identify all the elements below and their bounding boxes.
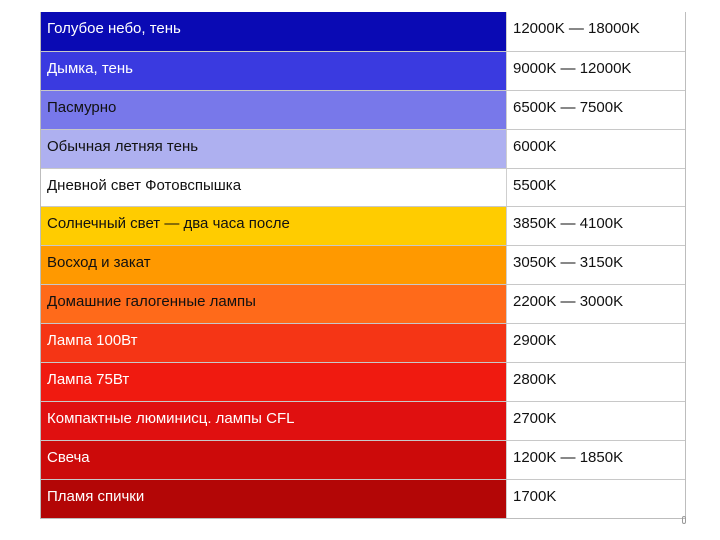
light-source-name: Лампа 100Вт — [41, 324, 507, 362]
table-row — [41, 245, 685, 284]
light-source-name: Пасмурно — [41, 91, 507, 129]
light-source-name: Домашние галогенные лампы — [41, 285, 507, 323]
table-row — [41, 168, 685, 207]
light-source-name: Пламя спички — [41, 480, 507, 518]
table-row — [41, 284, 685, 323]
color-temperature-value: 2200K — 3000K — [507, 285, 685, 323]
table-row — [41, 90, 685, 129]
color-temperature-value: 1700K — [507, 480, 685, 518]
color-temperature-value: 1200K — 1850K — [507, 441, 685, 479]
color-temperature-value: 6500K — 7500K — [507, 91, 685, 129]
light-source-name: Солнечный свет — два часа после — [41, 207, 507, 245]
light-source-name: Дымка, тень — [41, 52, 507, 90]
table-row — [41, 401, 685, 440]
table-row — [41, 129, 685, 168]
color-temperature-value: 2800K — [507, 363, 685, 401]
table-row — [41, 440, 685, 479]
table-row — [41, 51, 685, 90]
light-source-name: Обычная летняя тень — [41, 130, 507, 168]
color-temperature-value: 6000K — [507, 130, 685, 168]
table-row — [41, 12, 685, 51]
table-row — [41, 206, 685, 245]
table-row — [41, 323, 685, 362]
color-temperature-value: 5500K — [507, 169, 685, 207]
color-temperature-value: 12000K — 18000K — [507, 12, 685, 51]
table-row — [41, 362, 685, 401]
scroll-edge-marker — [682, 516, 686, 524]
color-temperature-value: 3050K — 3150K — [507, 246, 685, 284]
color-temperature-value: 9000K — 12000K — [507, 52, 685, 90]
light-source-name: Голубое небо, тень — [41, 12, 507, 51]
light-source-name: Компактные люминисц. лампы CFL — [41, 402, 507, 440]
light-source-name: Свеча — [41, 441, 507, 479]
light-source-name: Дневной свет Фотовспышка — [41, 169, 507, 207]
color-temperature-value: 2700K — [507, 402, 685, 440]
color-temperature-value: 2900K — [507, 324, 685, 362]
light-source-name: Восход и закат — [41, 246, 507, 284]
color-temperature-value: 3850K — 4100K — [507, 207, 685, 245]
table-row — [41, 479, 685, 518]
color-temperature-table — [40, 12, 686, 519]
light-source-name: Лампа 75Вт — [41, 363, 507, 401]
